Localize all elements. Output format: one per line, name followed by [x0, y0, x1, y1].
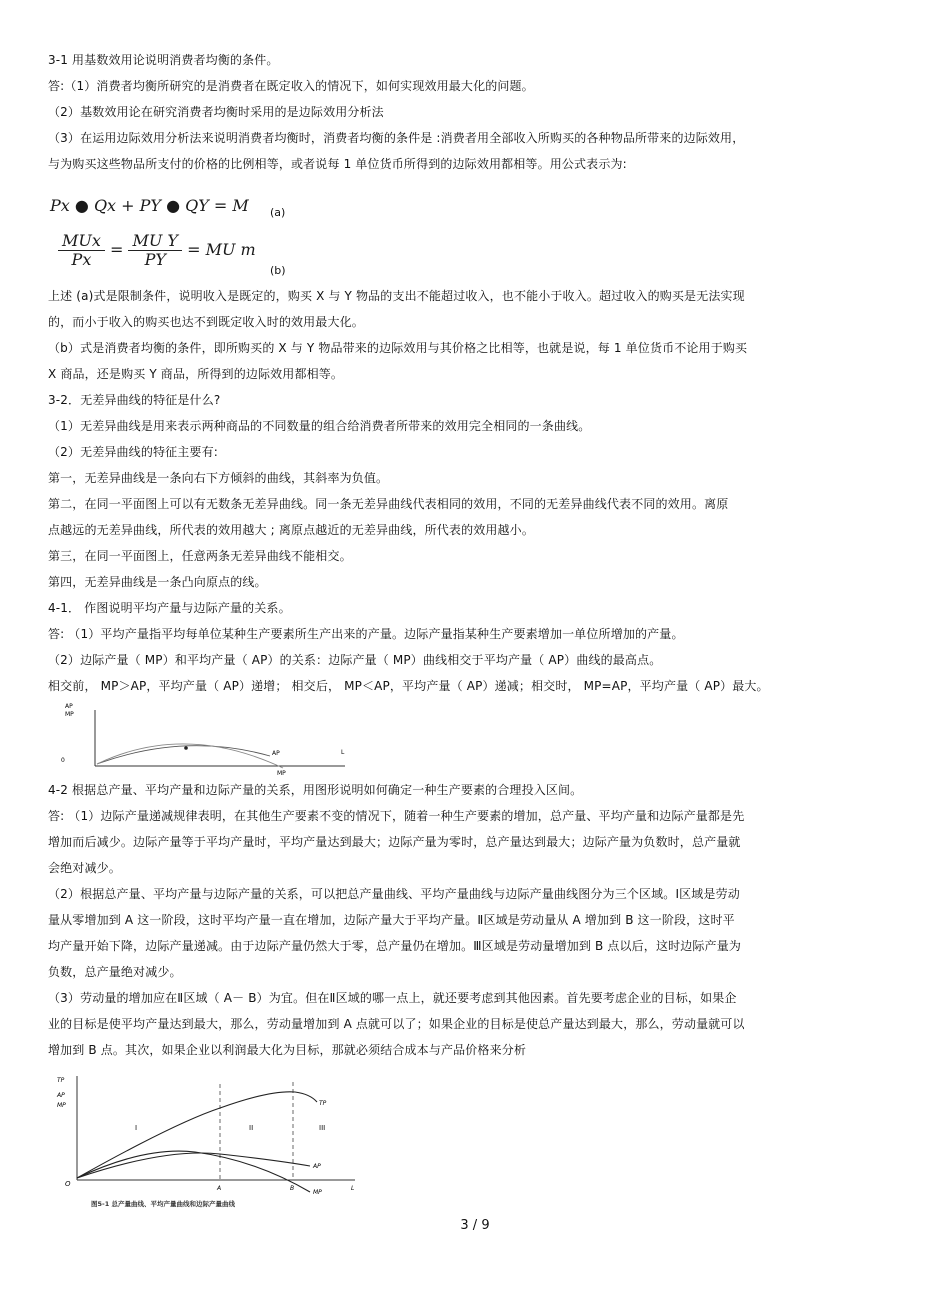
answer-line: 相交前， MP＞AP，平均产量（ AP）递增； 相交后， MP＜AP，平均产量（ AP）递减；相交时， MP=AP，平均产量（ AP）最大。: [48, 679, 769, 693]
formula-a: Px ● Qx + PY ● QY = M: [50, 196, 249, 215]
page-number: 3 / 9: [460, 1218, 490, 1233]
fig1-ap-curve-label: AP: [272, 750, 280, 757]
answer-line: 第四，无差异曲线是一条凸向原点的线。: [48, 575, 267, 589]
answer-line: 会绝对减少。: [48, 861, 121, 875]
formula-a-tag: (a): [270, 206, 286, 219]
answer-line: （3）在运用边际效用分析法来说明消费者均衡时，消费者均衡的条件是 :消费者用全部收入所购买的各种物品所带来的边际效用，: [48, 131, 745, 145]
fig1-mp-curve: [97, 744, 283, 768]
fig2-tp-curve: [77, 1092, 317, 1178]
fig2-y-label-mp: MP: [57, 1102, 66, 1109]
fig1-x-label: L: [341, 749, 345, 756]
fig2-y-label-tp: TP: [57, 1077, 65, 1084]
answer-line: 第三，在同一平面图上，任意两条无差异曲线不能相交。: [48, 549, 352, 563]
answer-line: 答: （1）边际产量递减规律表明，在其他生产要素不变的情况下，随着一种生产要素的增加，总产量、平均产量和边际产量都是先: [48, 809, 745, 823]
answer-line: 负数，总产量绝对减少。: [48, 965, 182, 979]
answer-line: （b）式是消费者均衡的条件，即所购买的 X 与 Y 物品带来的边际效用与其价格之比相等，也就是说，每 1 单位货币不论用于购买: [48, 341, 748, 355]
question-3-2-title: 3-2．无差异曲线的特征是什么?: [48, 393, 221, 407]
fig2-mp-curve: [77, 1151, 310, 1192]
answer-line: 的，而小于收入的购买也达不到既定收入时的效用最大化。: [48, 315, 364, 329]
answer-line: （2）基数效用论在研究消费者均衡时采用的是边际效用分析法: [48, 105, 384, 119]
answer-line: 第一，无差异曲线是一条向右下方倾斜的曲线，其斜率为负值。: [48, 471, 389, 485]
answer-line: X 商品，还是购买 Y 商品，所得到的边际效用都相等。: [48, 367, 344, 381]
answer-line: 答: （1）平均产量指平均每单位某种生产要素所生产出来的产量。边际产量指某种生产要素增加一单位所增加的产量。: [48, 627, 684, 641]
answer-line: （2）无差异曲线的特征主要有:: [48, 445, 218, 459]
question-3-1-title: 3-1 用基数效用论说明消费者均衡的条件。: [48, 53, 279, 67]
fig2-caption: 图5-1 总产量曲线、平均产量曲线和边际产量曲线: [91, 1200, 236, 1208]
answer-line: （1）无差异曲线是用来表示两种商品的不同数量的组合给消费者所带来的效用完全相同的一条曲线。: [48, 419, 591, 433]
question-4-1-title: 4-1． 作图说明平均产量与边际产量的关系。: [48, 601, 291, 615]
fig2-y-label-ap: AP: [57, 1092, 65, 1099]
fraction-muy-py: $\frac{\text{MU Y}}{PY}$: [128, 232, 182, 269]
answer-line: （2）根据总产量、平均产量与边际产量的关系，可以把总产量曲线、平均产量曲线与边际产量曲线图分为三个区域。Ⅰ区域是劳动: [48, 887, 740, 901]
fig2-region-2-label: II: [249, 1124, 254, 1132]
answer-line: 增加而后减少。边际产量等于平均产量时，平均产量达到最大；边际产量为零时，总产量达到最大；边际产量为负数时，总产量就: [48, 835, 741, 849]
fig1-ap-curve: [97, 746, 270, 764]
answer-line: 增加到 B 点。其次，如果企业以利润最大化为目标，那就必须结合成本与产品价格来分析: [48, 1043, 527, 1057]
fig2-origin-label: O: [65, 1180, 71, 1188]
answer-line: 答:（1）消费者均衡所研究的是消费者在既定收入的情况下，如何实现效用最大化的问题。: [48, 79, 534, 93]
formula-b: $\frac{\text{MUx}}{Px}$ = $\frac{\text{MU Y}}{PY}$ = MU m: [58, 232, 256, 269]
fig2-ap-curve-label: AP: [313, 1163, 321, 1170]
answer-line: 均产量开始下降，边际产量递减。由于边际产量仍然大于零，总产量仍在增加。Ⅲ区域是劳动量增加到 B 点以后，这时边际产量为: [48, 939, 741, 953]
fig1-intersection-point: [184, 746, 188, 750]
fig2-x-label: L: [351, 1185, 355, 1192]
fig1-y-label-ap: AP: [65, 703, 73, 710]
tp-ap-mp-figure: [55, 1068, 365, 1212]
question-4-2-title: 4-2 根据总产量、平均产量和边际产量的关系，用图形说明如何确定一种生产要素的合理投入区间。: [48, 783, 583, 797]
fig1-origin-label: 0: [61, 757, 65, 764]
answer-line: 上述 (a)式是限制条件，说明收入是既定的，购买 X 与 Y 物品的支出不能超过收入，也不能小于收入。超过收入的购买是无法实现: [48, 289, 745, 303]
answer-line: 业的目标是使平均产量达到最大，那么，劳动量增加到 A 点就可以了；如果企业的目标是使总产量达到最大，那么，劳动量就可以: [48, 1017, 745, 1031]
fig2-region-3-label: III: [319, 1124, 326, 1132]
answer-line: （2）边际产量（ MP）和平均产量（ AP）的关系：边际产量（ MP）曲线相交于平均产量（ AP）曲线的最高点。: [48, 653, 662, 667]
answer-line: 第二，在同一平面图上可以有无数条无差异曲线。同一条无差异曲线代表相同的效用，不同的无差异曲线代表不同的效用。离原: [48, 497, 729, 511]
fig2-b-label: B: [290, 1185, 295, 1192]
answer-line: 与为购买这些物品所支付的价格的比例相等，或者说每 1 单位货币所得到的边际效用都相等。用公式表示为:: [48, 157, 627, 171]
answer-line: 量从零增加到 A 这一阶段，这时平均产量一直在增加，边际产量大于平均产量。Ⅱ区域是劳动量从 A 增加到 B 这一阶段，这时平: [48, 913, 735, 927]
fig1-mp-curve-label: MP: [277, 770, 286, 777]
ap-mp-figure: [55, 700, 355, 778]
fig2-mp-curve-label: MP: [313, 1189, 322, 1196]
formula-b-tag: (b): [270, 264, 286, 277]
answer-line: （3）劳动量的增加应在Ⅱ区域（ A－ B）为宜。但在Ⅱ区域的哪一点上，就还要考虑到其他因素。首先要考虑企业的目标，如果企: [48, 991, 737, 1005]
fig2-tp-curve-label: TP: [319, 1100, 327, 1107]
answer-line: 点越远的无差异曲线，所代表的效用越大 ; 离原点越近的无差异曲线，所代表的效用越小。: [48, 523, 534, 537]
fig2-a-label: A: [217, 1185, 222, 1192]
fig1-y-label-mp: MP: [65, 711, 74, 718]
fig2-region-1-label: I: [135, 1124, 138, 1132]
fraction-mux-px: $\frac{\text{MUx}}{Px}$: [58, 232, 105, 269]
